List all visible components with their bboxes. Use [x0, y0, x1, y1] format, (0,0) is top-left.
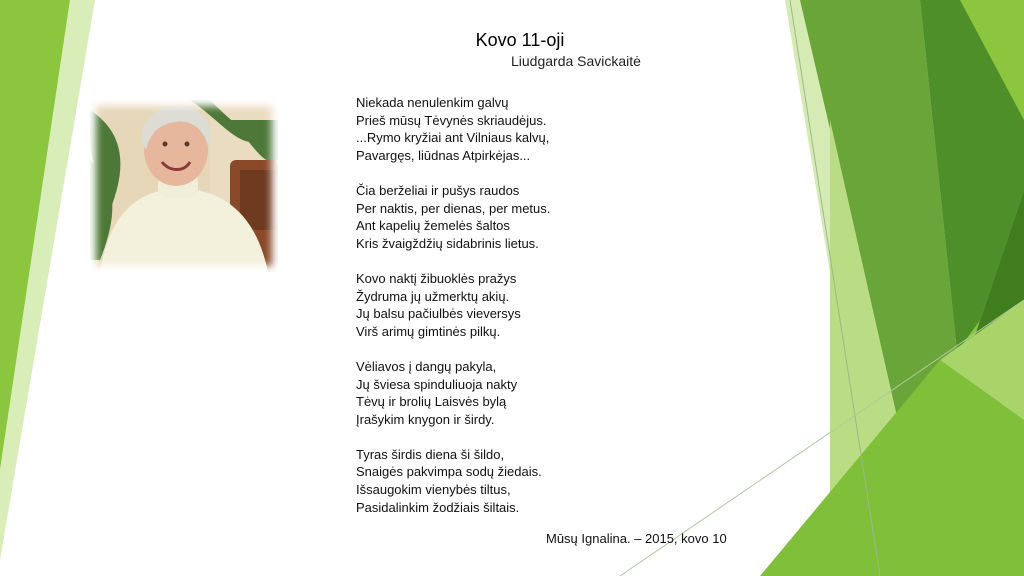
- poem-line: Virš arimų gimtinės pilkų.: [356, 323, 501, 339]
- poem-source-citation: Mūsų Ignalina. – 2015, kovo 10: [546, 531, 727, 546]
- poem-line: Niekada nenulenkim galvų: [356, 95, 509, 110]
- slide-title: Kovo 11-oji: [475, 30, 565, 50]
- poem-author: Liudgarda Savickaitė: [511, 53, 641, 69]
- poem-stanza-5: [356, 446, 686, 516]
- poem-line: Tyras širdis diena ši šildo,: [356, 446, 505, 462]
- poem-line: Kovo naktį žibuoklės pražys: [356, 270, 517, 286]
- poem-line: Įrašykim knygon ir širdy.: [356, 411, 495, 427]
- poem-line: Snaigės pakvimpa sodų žiedais.: [356, 464, 542, 480]
- poem-line: ...Rymo kryžiai ant Vilniaus kalvų,: [356, 130, 550, 146]
- poem-line: Per naktis, per dienas, per metus.: [356, 200, 551, 216]
- poem-line: Ant kapelių žemelės šaltos: [356, 218, 510, 234]
- poem-line: Išsaugokim vienybės tiltus,: [356, 482, 511, 498]
- poem-line: Žydruma jų užmerktų akių.: [356, 288, 510, 304]
- poem-line: Vėliavos į dangų pakyla,: [356, 358, 497, 374]
- author-portrait: [90, 100, 278, 272]
- poem-stanza-3: [356, 270, 686, 340]
- poem-line: Čia berželiai ir pušys raudos: [356, 182, 520, 198]
- poem-line: Kris žvaigždžių sidabrinis lietus.: [356, 235, 539, 251]
- poem-stanza-2: [356, 182, 686, 252]
- poem-body: [356, 94, 686, 516]
- poem-line: Jų šviesa spinduliuoja nakty: [356, 376, 518, 392]
- poem-line: Pasidalinkim žodžiais šiltais.: [356, 499, 520, 515]
- poem-line: Prieš mūsų Tėvynės skriaudėjus.: [356, 112, 547, 128]
- portrait-photo-icon: [90, 100, 278, 272]
- poem-line: Jų balsu pačiulbės vieversys: [356, 306, 521, 322]
- poem-line: Pavargęs, liūdnas Atpirkėjas...: [356, 147, 531, 163]
- poem-stanza-4: [356, 358, 686, 428]
- poem-line: Tėvų ir brolių Laisvės bylą: [356, 394, 507, 410]
- poem-stanza-1: [356, 94, 686, 164]
